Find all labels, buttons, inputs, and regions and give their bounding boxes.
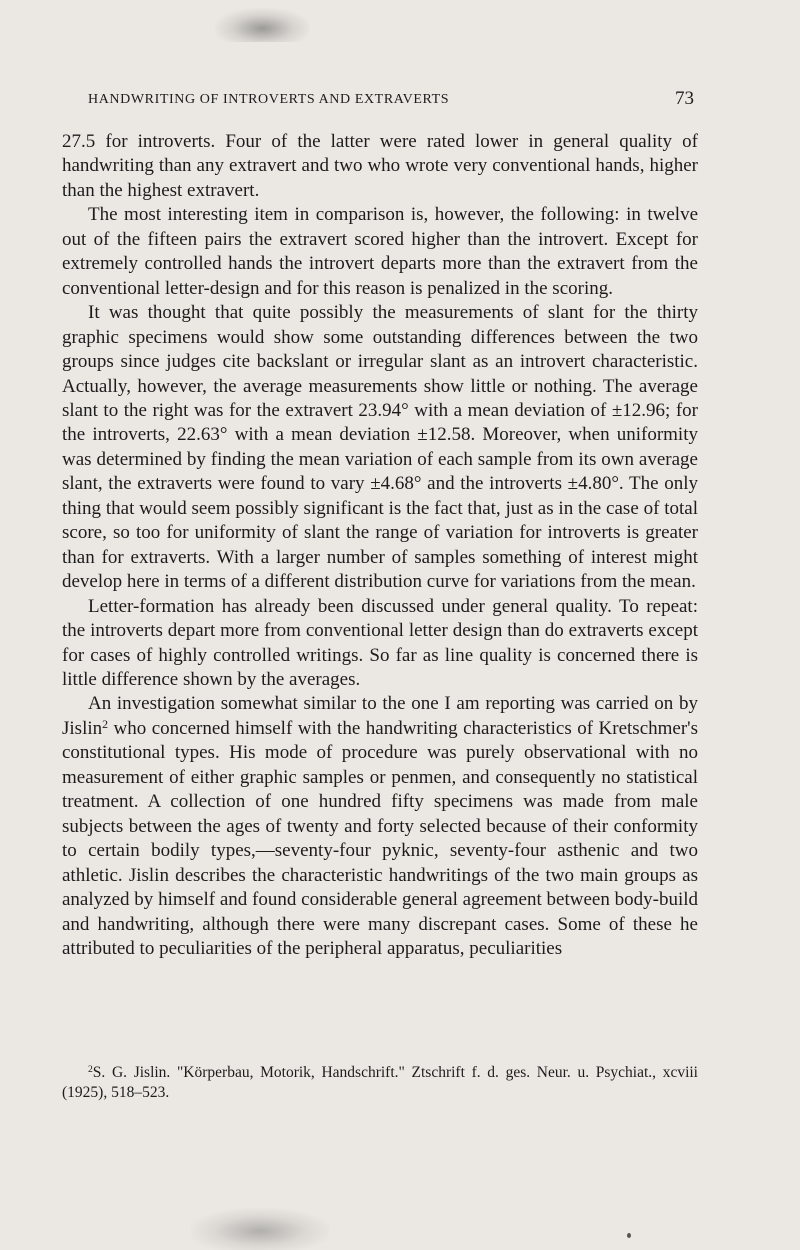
paragraph-3: It was thought that quite possibly the measurements of slant for the thirty graphic specimens would show some outstanding differences between the two groups since judges cite backslant or irregular slant as an introvert characteristic. Actually, however, the average measurements show little or nothing. The average slant to the right was for the extravert 23.94° with a mean deviation of ±12.96; for the introverts, 22.63° with a mean deviation ±12.58. Moreover, when uniformity was determined by finding the mean variation of each sample from its own average slant, the extraverts were found to vary ±4.68° and the introverts ±4.80°. The only thing that would seem possibly significant is the fact that, just as in the case of total score, so too for uniformity of slant the range of variation for introverts is greater than for extraverts. With a larger number of samples something of interest might develop here in terms of a different distribution curve for variations from the mean. [62, 302, 698, 593]
footnote-text: S. G. Jislin. "Körperbau, Motorik, Handschrift." Ztschrift f. d. ges. Neur. u. Psychiat., xcviii (1925), 518–523. [62, 1064, 698, 1101]
footnote-reference: 2 [102, 718, 109, 731]
paragraph-5-rest: who concerned himself with the handwriting characteristics of Kretschmer's constitutional types. His mode of procedure was purely observational with no measurement of either graphic samples or penmen, and consequently no statistical treatment. A collection of one hundred fifty specimens was made from male subjects between the ages of twenty and forty selected because of their conformity to certain bodily types,—seventy-four pyknic, seventy-four asthenic and two athletic. Jislin describes the characteristic handwritings of the two main groups as analyzed by himself and found considerable general agreement between body-build and handwriting, although there were many discrepant cases. Some of these he attributed to peculiarities of the peripheral apparatus, peculiarities [62, 717, 698, 959]
paragraph-5 [62, 692, 698, 961]
running-head [88, 88, 694, 112]
footnote-marker: 2 [88, 1064, 93, 1076]
paragraph-4: Letter-formation has already been discussed under general quality. To repeat: the introverts depart more from conventional letter design than do extraverts except for cases of highly controlled writings. So far as line quality is concerned there is little difference shown by the averages. [62, 595, 698, 690]
body-text [62, 130, 698, 961]
footnote-entry [62, 1063, 698, 1103]
paragraph-1: 27.5 for introverts. Four of the latter were rated lower in general quality of handwriting than any extravert and two who wrote very conventional hands, higher than the highest extravert. [62, 131, 698, 201]
scan-shadow-bottom [190, 1208, 330, 1250]
footnote [62, 1063, 698, 1103]
paragraph-2: The most interesting item in comparison is, however, the following: in twelve out of the fifteen pairs the extravert scored higher than the introvert. Except for extremely controlled hands the introvert departs more than the extravert from the conventional letter-design and for this reason is penalized in the scoring. [62, 204, 698, 299]
running-title: HANDWRITING OF INTROVERTS AND EXTRAVERTS [88, 92, 450, 107]
paragraph-5-start: An investigation somewhat similar to the one I am reporting was carried on by Jislin [62, 693, 698, 739]
scan-speck [627, 1233, 631, 1238]
page-number: 73 [675, 88, 694, 109]
scan-shadow-top [215, 8, 310, 42]
